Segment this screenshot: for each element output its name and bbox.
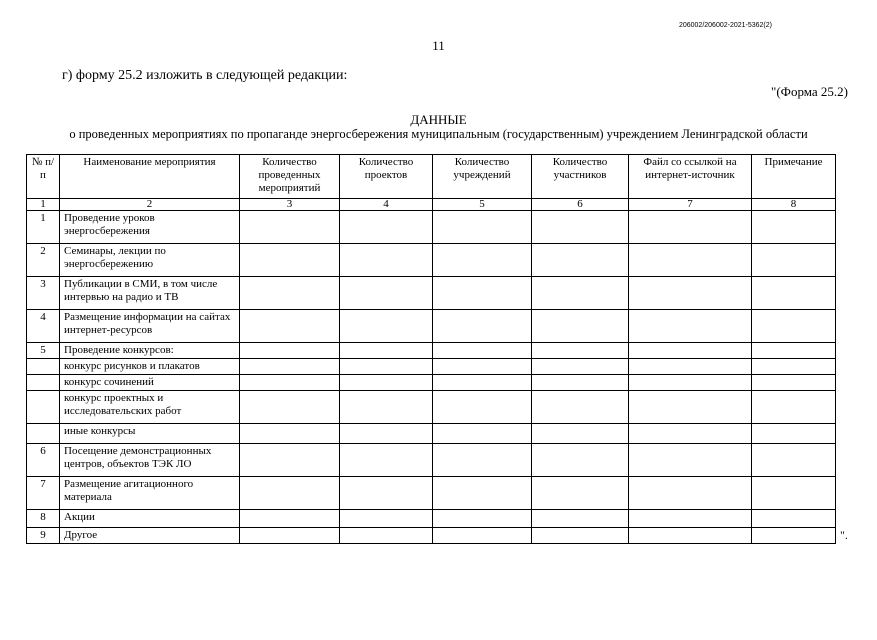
table-row xyxy=(27,391,836,424)
data-cell[interactable] xyxy=(240,277,340,310)
data-cell[interactable] xyxy=(240,424,340,444)
activity-name: Размещение агитационного материала xyxy=(60,477,240,510)
header-cell: Количество проведенных мероприятий xyxy=(240,155,340,199)
data-cell[interactable] xyxy=(752,510,836,528)
activity-name: Посещение демонстрационных центров, объектов ТЭК ЛО xyxy=(60,444,240,477)
row-number: 7 xyxy=(27,477,60,510)
table-row xyxy=(27,375,836,391)
data-cell[interactable] xyxy=(629,359,752,375)
column-number: 2 xyxy=(60,199,240,211)
row-number: 9 xyxy=(27,528,60,544)
table-header-row xyxy=(27,155,836,199)
data-cell[interactable] xyxy=(752,343,836,359)
row-number: 4 xyxy=(27,310,60,343)
data-cell[interactable] xyxy=(433,477,532,510)
activity-name: конкурс сочинений xyxy=(60,375,240,391)
data-cell[interactable] xyxy=(752,375,836,391)
header-cell: Примечание xyxy=(752,155,836,199)
activity-name: Семинары, лекции по энергосбережению xyxy=(60,244,240,277)
data-cell[interactable] xyxy=(629,528,752,544)
data-cell[interactable] xyxy=(340,391,433,424)
data-cell[interactable] xyxy=(629,310,752,343)
row-number: 3 xyxy=(27,277,60,310)
data-cell[interactable] xyxy=(240,444,340,477)
data-cell[interactable] xyxy=(433,424,532,444)
data-cell[interactable] xyxy=(752,444,836,477)
activity-name: Проведение конкурсов: xyxy=(60,343,240,359)
row-number xyxy=(27,424,60,444)
column-number: 7 xyxy=(629,199,752,211)
table-row xyxy=(27,528,836,544)
table-row xyxy=(27,211,836,244)
table-row xyxy=(27,424,836,444)
document-subtitle: о проведенных мероприятиях по пропаганде энергосбережения муниципальным (государственным) учреждением Ленинградской области xyxy=(69,127,808,141)
header-cell: № п/п xyxy=(27,155,60,199)
row-number: 2 xyxy=(27,244,60,277)
row-number xyxy=(27,359,60,375)
data-cell[interactable] xyxy=(433,310,532,343)
data-cell[interactable] xyxy=(240,528,340,544)
data-cell[interactable] xyxy=(532,310,629,343)
header-cell: Количество учреждений xyxy=(433,155,532,199)
table-row xyxy=(27,444,836,477)
data-cell[interactable] xyxy=(752,211,836,244)
data-cell[interactable] xyxy=(629,244,752,277)
data-cell[interactable] xyxy=(433,375,532,391)
data-cell[interactable] xyxy=(629,444,752,477)
data-cell[interactable] xyxy=(340,424,433,444)
data-cell[interactable] xyxy=(752,244,836,277)
data-cell[interactable] xyxy=(340,310,433,343)
column-number: 5 xyxy=(433,199,532,211)
column-number: 1 xyxy=(27,199,60,211)
table-row xyxy=(27,359,836,375)
data-cell[interactable] xyxy=(433,343,532,359)
data-cell[interactable] xyxy=(532,211,629,244)
table-row xyxy=(27,310,836,343)
data-cell[interactable] xyxy=(240,343,340,359)
data-cell[interactable] xyxy=(532,528,629,544)
activities-table xyxy=(26,154,836,544)
document-title: ДАННЫЕ xyxy=(410,112,467,127)
data-cell[interactable] xyxy=(340,477,433,510)
activity-name: иные конкурсы xyxy=(60,424,240,444)
header-cell: Количество участников xyxy=(532,155,629,199)
column-number: 3 xyxy=(240,199,340,211)
data-cell[interactable] xyxy=(240,391,340,424)
data-cell[interactable] xyxy=(433,510,532,528)
data-cell[interactable] xyxy=(240,359,340,375)
data-cell[interactable] xyxy=(340,510,433,528)
row-number xyxy=(27,391,60,424)
data-cell[interactable] xyxy=(240,477,340,510)
data-cell[interactable] xyxy=(532,359,629,375)
data-cell[interactable] xyxy=(629,391,752,424)
table-row xyxy=(27,277,836,310)
data-cell[interactable] xyxy=(532,244,629,277)
column-number: 8 xyxy=(752,199,836,211)
data-cell[interactable] xyxy=(433,444,532,477)
data-cell[interactable] xyxy=(752,424,836,444)
row-number: 5 xyxy=(27,343,60,359)
data-cell[interactable] xyxy=(752,391,836,424)
data-cell[interactable] xyxy=(340,211,433,244)
data-cell[interactable] xyxy=(629,424,752,444)
table-row xyxy=(27,343,836,359)
table-row xyxy=(27,510,836,528)
column-number: 6 xyxy=(532,199,629,211)
data-cell[interactable] xyxy=(240,510,340,528)
activity-name: Проведение уроков энергосбережения xyxy=(60,211,240,244)
data-cell[interactable] xyxy=(752,310,836,343)
data-cell[interactable] xyxy=(433,211,532,244)
data-cell[interactable] xyxy=(752,528,836,544)
data-cell[interactable] xyxy=(340,444,433,477)
header-cell: Файл со ссылкой на интернет-источник xyxy=(629,155,752,199)
data-cell[interactable] xyxy=(752,359,836,375)
page-number: 11 xyxy=(432,38,445,53)
header-cell: Количество проектов xyxy=(340,155,433,199)
data-cell[interactable] xyxy=(340,277,433,310)
activity-name: конкурс проектных и исследовательских работ xyxy=(60,391,240,424)
data-cell[interactable] xyxy=(629,477,752,510)
form-reference: "(Форма 25.2) xyxy=(771,84,848,99)
data-cell[interactable] xyxy=(532,424,629,444)
header-cell: Наименование мероприятия xyxy=(60,155,240,199)
row-number: 6 xyxy=(27,444,60,477)
data-cell[interactable] xyxy=(340,359,433,375)
data-cell[interactable] xyxy=(433,244,532,277)
document-number: 206002/206002-2021-5362(2) xyxy=(678,22,772,29)
data-cell[interactable] xyxy=(532,510,629,528)
data-cell[interactable] xyxy=(629,277,752,310)
column-number-row xyxy=(27,199,836,211)
data-cell[interactable] xyxy=(433,359,532,375)
data-cell[interactable] xyxy=(240,310,340,343)
data-cell[interactable] xyxy=(340,528,433,544)
activity-name: Публикации в СМИ, в том числе интервью на радио и ТВ xyxy=(60,277,240,310)
row-number: 8 xyxy=(27,510,60,528)
activity-name: Размещение информации на сайтах интернет-ресурсов xyxy=(60,310,240,343)
data-cell[interactable] xyxy=(340,343,433,359)
data-cell[interactable] xyxy=(240,375,340,391)
intro-text: г) форму 25.2 изложить в следующей редакции: xyxy=(62,68,348,83)
column-number: 4 xyxy=(340,199,433,211)
activity-name: Другое xyxy=(60,528,240,544)
data-cell[interactable] xyxy=(433,391,532,424)
table-row xyxy=(27,477,836,510)
data-cell[interactable] xyxy=(532,444,629,477)
data-cell[interactable] xyxy=(340,244,433,277)
data-cell[interactable] xyxy=(752,477,836,510)
data-cell[interactable] xyxy=(433,277,532,310)
data-cell[interactable] xyxy=(532,277,629,310)
data-cell[interactable] xyxy=(532,391,629,424)
data-cell[interactable] xyxy=(532,343,629,359)
table-row xyxy=(27,244,836,277)
data-cell[interactable] xyxy=(240,211,340,244)
closing-quote: ". xyxy=(840,528,848,542)
data-cell[interactable] xyxy=(629,343,752,359)
data-cell[interactable] xyxy=(433,528,532,544)
data-cell[interactable] xyxy=(532,477,629,510)
data-cell[interactable] xyxy=(340,375,433,391)
data-cell[interactable] xyxy=(752,277,836,310)
activity-name: конкурс рисунков и плакатов xyxy=(60,359,240,375)
data-cell[interactable] xyxy=(629,510,752,528)
row-number xyxy=(27,375,60,391)
activity-name: Акции xyxy=(60,510,240,528)
row-number: 1 xyxy=(27,211,60,244)
data-cell[interactable] xyxy=(532,375,629,391)
data-cell[interactable] xyxy=(629,375,752,391)
data-cell[interactable] xyxy=(629,211,752,244)
data-cell[interactable] xyxy=(240,244,340,277)
